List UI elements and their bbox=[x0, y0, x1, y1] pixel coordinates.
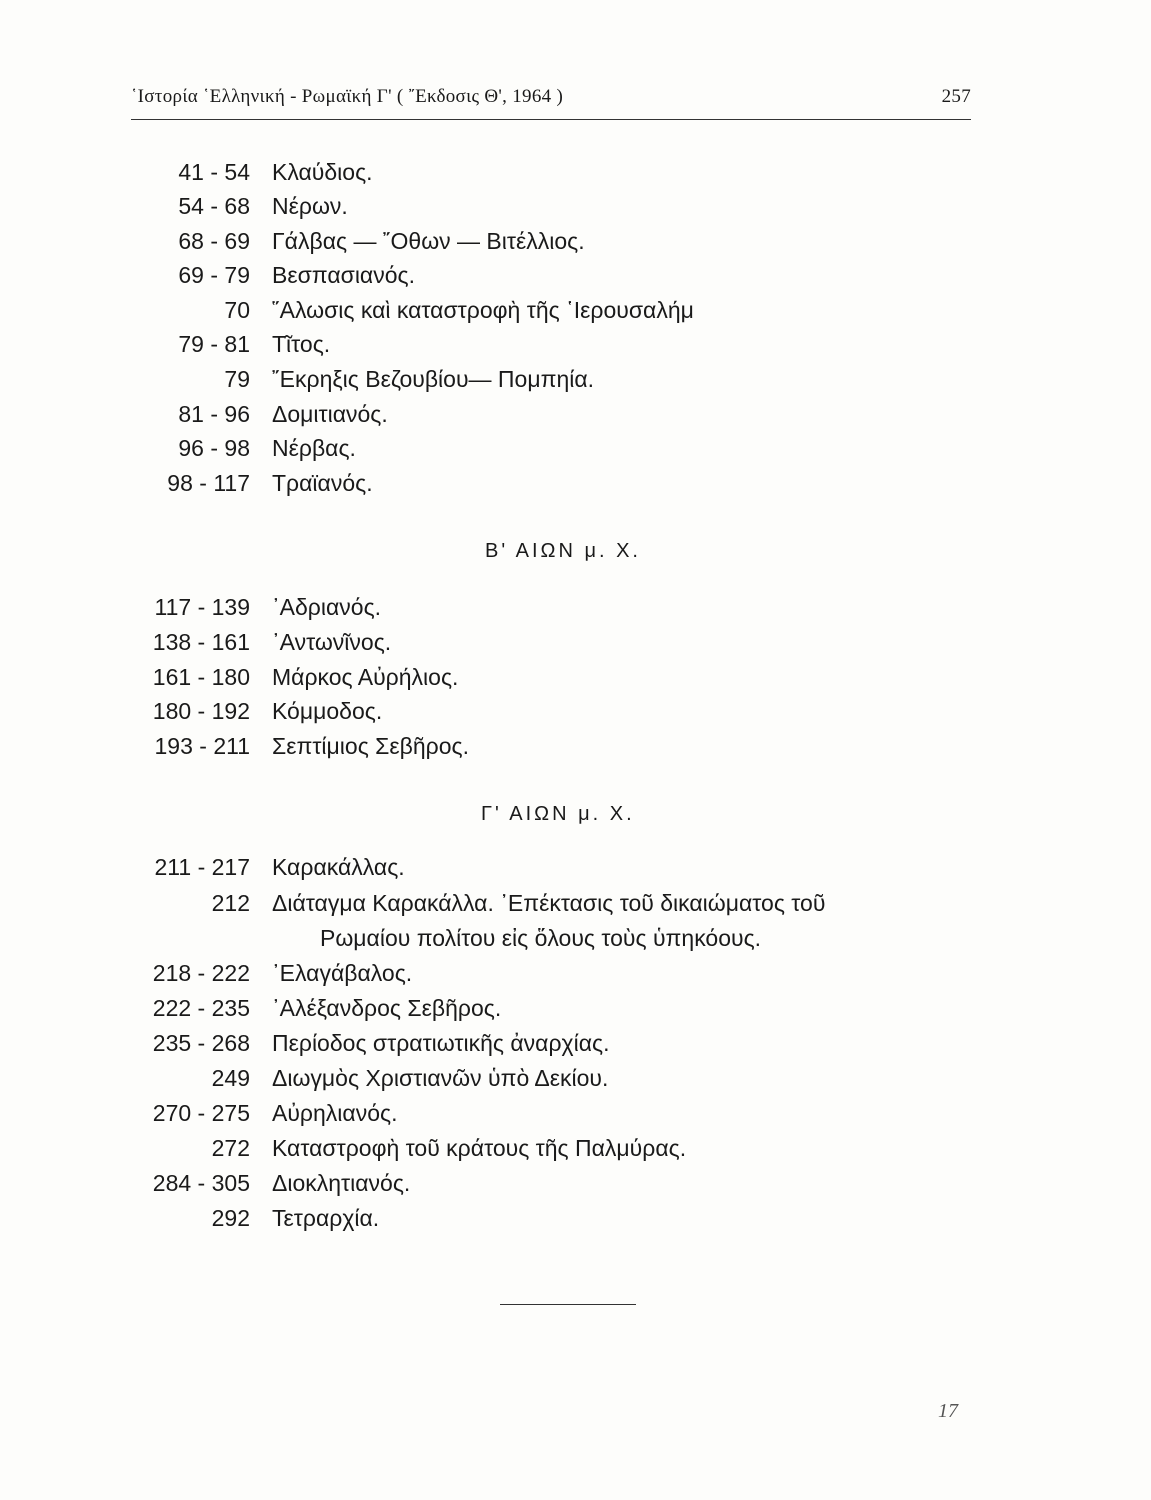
row-event: Τραϊανός. bbox=[272, 470, 373, 496]
row-years: 98 - 117 bbox=[167, 470, 250, 496]
row-event: Διάταγμα Καρακάλλα. ᾿Επέκτασις τοῦ δικαιώματος τοῦ bbox=[272, 890, 826, 916]
row-event: Γάλβας — ῎Οθων — Βιτέλλιος. bbox=[272, 228, 585, 254]
section-heading bbox=[0, 797, 1151, 831]
chronology-row bbox=[0, 1131, 1151, 1165]
row-years: 161 - 180 bbox=[152, 664, 250, 690]
row-years: 79 bbox=[224, 366, 250, 392]
row-years: 70 bbox=[224, 297, 250, 323]
row-event: Κλαύδιος. bbox=[272, 159, 373, 185]
row-years: 249 bbox=[211, 1065, 250, 1091]
row-years: 79 - 81 bbox=[178, 331, 250, 357]
chronology-row bbox=[0, 886, 1151, 920]
chronology-row bbox=[0, 293, 1151, 327]
chronology-row bbox=[0, 1166, 1151, 1200]
row-years: 41 - 54 bbox=[178, 159, 250, 185]
row-event: ᾿Αντωνῖνος. bbox=[272, 629, 392, 655]
chronology-row bbox=[0, 991, 1151, 1025]
row-years: 212 bbox=[211, 890, 250, 916]
row-event: Σεπτίμιος Σεβῆρος. bbox=[272, 733, 470, 759]
running-header bbox=[131, 86, 971, 116]
row-years: 272 bbox=[211, 1135, 250, 1161]
row-event: Τετραρχία. bbox=[272, 1205, 380, 1231]
row-years: 211 - 217 bbox=[154, 854, 250, 880]
chronology-row bbox=[0, 327, 1151, 361]
row-years: 138 - 161 bbox=[152, 629, 250, 655]
row-event: Βεσπασιανός. bbox=[272, 262, 415, 288]
chronology-row bbox=[0, 1061, 1151, 1095]
row-years: 218 - 222 bbox=[152, 960, 250, 986]
row-years: 270 - 275 bbox=[152, 1100, 250, 1126]
century-heading: Γ' ΑΙΩΝ μ. Χ. bbox=[481, 803, 635, 825]
chronology-row bbox=[0, 189, 1151, 223]
row-event: Καταστροφὴ τοῦ κράτους τῆς Παλμύρας. bbox=[272, 1135, 687, 1161]
chronology-row bbox=[0, 1026, 1151, 1060]
row-event: Νέρων. bbox=[272, 193, 348, 219]
chronology-row-continuation bbox=[0, 921, 1151, 955]
row-event: Καρακάλλας. bbox=[272, 854, 405, 880]
row-event: ῞Αλωσις καὶ καταστροφὴ τῆς ῾Ιερουσαλήμ bbox=[272, 297, 694, 323]
chronology-row bbox=[0, 466, 1151, 500]
row-event: Δομιτιανός. bbox=[272, 401, 388, 427]
chronology-row bbox=[0, 1096, 1151, 1130]
row-years: 193 - 211 bbox=[154, 733, 250, 759]
header-rule bbox=[131, 119, 971, 120]
chronology-row bbox=[0, 660, 1151, 694]
row-event: ᾿Αλέξανδρος Σεβῆρος. bbox=[272, 995, 502, 1021]
header-title: ῾Ιστορία ῾Ελληνική - Ρωμαϊκή Γ' ( ῎Εκδοσις Θ', 1964 ) bbox=[131, 86, 564, 107]
chronology-row bbox=[0, 694, 1151, 728]
row-event: ῎Εκρηξις Βεζουβίου— Πομπηία. bbox=[272, 366, 595, 392]
chronology-row bbox=[0, 362, 1151, 396]
chronology-row bbox=[0, 956, 1151, 990]
row-years: 284 - 305 bbox=[152, 1170, 250, 1196]
row-event: Νέρβας. bbox=[272, 435, 356, 461]
row-event: Περίοδος στρατιωτικῆς ἀναρχίας. bbox=[272, 1030, 610, 1056]
row-years: 222 - 235 bbox=[152, 995, 250, 1021]
row-years: 180 - 192 bbox=[152, 698, 250, 724]
chronology-row bbox=[0, 590, 1151, 624]
row-event: Τῖτος. bbox=[272, 331, 331, 357]
row-years: 69 - 79 bbox=[178, 262, 250, 288]
end-rule bbox=[500, 1304, 636, 1305]
chronology-row bbox=[0, 397, 1151, 431]
signature-mark: 17 bbox=[938, 1400, 958, 1422]
chronology-row bbox=[0, 729, 1151, 763]
chronology-row bbox=[0, 625, 1151, 659]
century-heading: Β' ΑΙΩΝ μ. Χ. bbox=[485, 540, 641, 562]
row-event: Διοκλητιανός. bbox=[272, 1170, 411, 1196]
row-event: ᾿Ελαγάβαλος. bbox=[272, 960, 413, 986]
row-years: 117 - 139 bbox=[154, 594, 250, 620]
chronology-row bbox=[0, 224, 1151, 258]
row-years: 235 - 268 bbox=[152, 1030, 250, 1056]
row-years: 96 - 98 bbox=[178, 435, 250, 461]
page-number: 257 bbox=[941, 86, 971, 107]
row-years: 68 - 69 bbox=[178, 228, 250, 254]
row-years: 81 - 96 bbox=[178, 401, 250, 427]
chronology-row bbox=[0, 850, 1151, 884]
row-event: Αὐρηλιανός. bbox=[272, 1100, 398, 1126]
chronology-row bbox=[0, 155, 1151, 189]
row-event: Κόμμοδος. bbox=[272, 698, 383, 724]
row-event: Διωγμὸς Χριστιανῶν ὑπὸ Δεκίου. bbox=[272, 1065, 609, 1091]
row-event: ᾿Αδριανός. bbox=[272, 594, 382, 620]
chronology-row bbox=[0, 1201, 1151, 1235]
row-years: 54 - 68 bbox=[178, 193, 250, 219]
chronology-row bbox=[0, 258, 1151, 292]
row-event: Ρωμαίου πολίτου εἰς ὅλους τοὺς ὑπηκόους. bbox=[320, 925, 762, 951]
row-years: 292 bbox=[211, 1205, 250, 1231]
chronology-row bbox=[0, 431, 1151, 465]
row-event: Μάρκος Αὐρήλιος. bbox=[272, 664, 459, 690]
section-heading bbox=[0, 534, 1151, 568]
